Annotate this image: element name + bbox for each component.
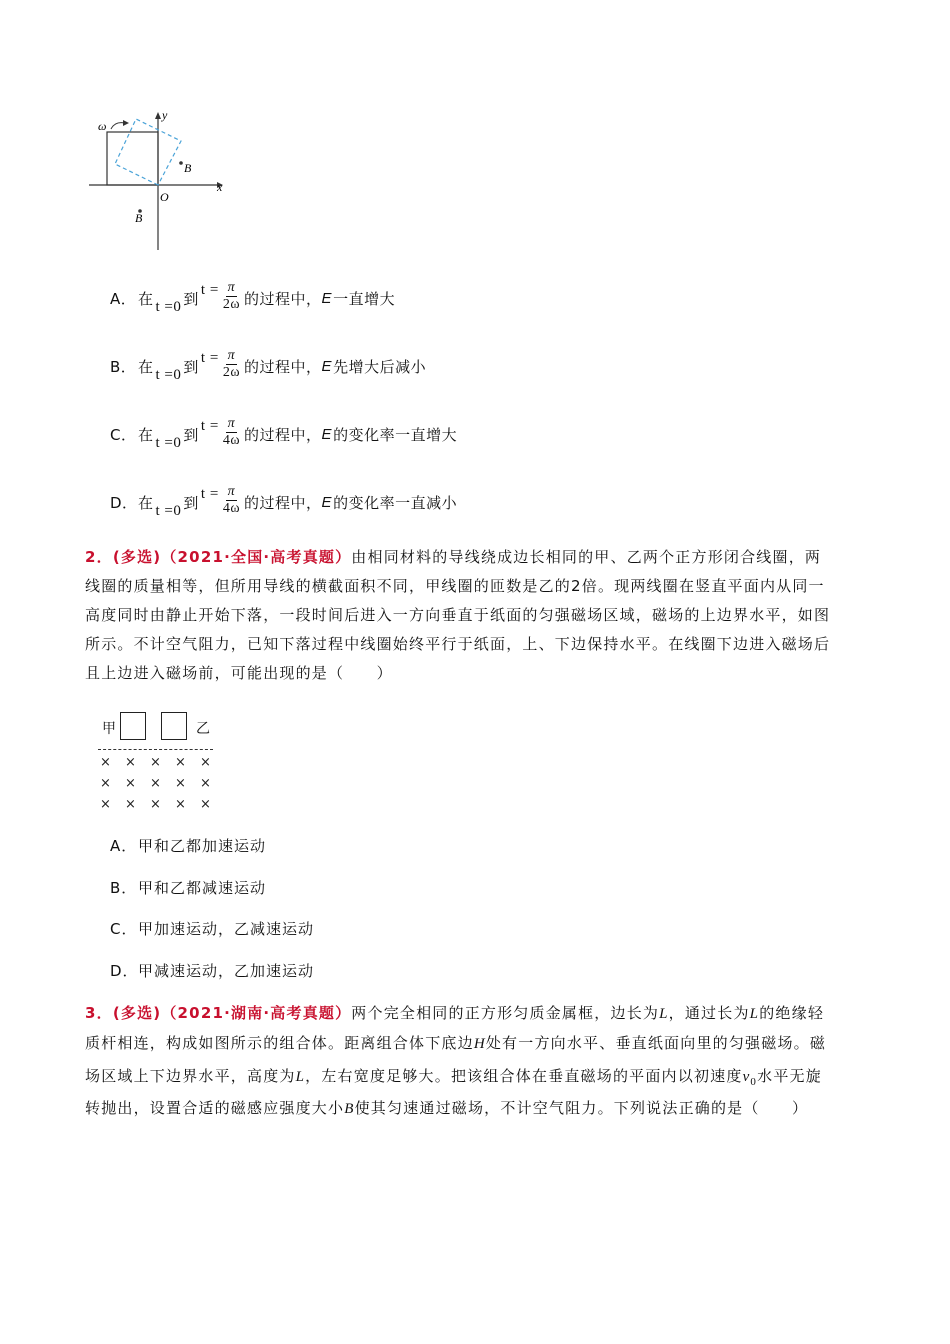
option-label: D． [110, 493, 138, 512]
q3-text: 两个完全相同的正方形匀质金属框，边长为 [351, 1004, 660, 1022]
fraction-denominator: 2ω [222, 296, 241, 312]
y-label: y [162, 108, 168, 122]
option-label: B． [110, 879, 138, 897]
option-label: A． [110, 837, 138, 855]
q2-line-1 [85, 543, 875, 571]
fraction-numerator: π [227, 415, 236, 431]
option-text: 的过程中， [244, 493, 322, 512]
q3-text: 转抛出，设置合适的磁感应强度大小 [85, 1099, 345, 1117]
fraction-denominator: 4ω [222, 500, 241, 516]
cross-mark: × [100, 797, 111, 812]
option-text: 的过程中， [244, 357, 322, 376]
q2-option-a[interactable] [110, 835, 266, 856]
point-b-upper [179, 161, 183, 165]
q3-line-1 [85, 999, 875, 1028]
fraction-numerator: π [227, 347, 236, 363]
symbol-b: B [344, 1101, 355, 1117]
q3-text: 的绝缘轻 [759, 1004, 825, 1022]
cross-mark: × [175, 755, 186, 770]
q3-text: 处有一方向水平、垂直纸面向里的匀强磁场。磁 [485, 1034, 827, 1052]
t-equals: t = [200, 349, 219, 366]
q1-option-b[interactable] [110, 346, 426, 386]
option-text: 在 [138, 425, 154, 444]
q3-heading: 3．(多选)（2021·湖南·高考真题） [85, 1004, 352, 1022]
option-label: C． [110, 920, 138, 938]
omega-label: ω [98, 119, 107, 133]
option-label: B． [110, 357, 137, 376]
original-square [107, 132, 158, 185]
symbol-e: E [321, 425, 333, 443]
cross-mark: × [175, 797, 186, 812]
label-jia: 甲 [102, 721, 116, 737]
figure-rotating-square [85, 105, 245, 255]
q3-line-2 [85, 1029, 875, 1058]
fraction [223, 280, 240, 313]
fraction [223, 348, 240, 381]
option-text: 在 [138, 289, 154, 308]
t-equals: t = [200, 485, 219, 502]
cross-mark: × [175, 776, 186, 791]
label-yi: 乙 [196, 721, 210, 737]
cross-mark: × [125, 755, 136, 770]
q2-option-b[interactable] [110, 877, 266, 898]
b-lower-label: B [135, 211, 143, 225]
q2-line-2: 线圈的质量相等，但所用导线的横截面积不同，甲线圈的匝数是乙的2倍。现两线圈在竖直平面内从同一 [85, 577, 825, 595]
origin-label: O [160, 190, 169, 204]
fraction [223, 416, 240, 449]
y-axis-arrow [155, 112, 161, 119]
q2-line-5: 且上边进入磁场前，可能出现的是（ ） [85, 664, 393, 682]
q2-line-3: 高度同时由静止开始下落，一段时间后进入一方向垂直于纸面的匀强磁场区域，磁场的上边界水平，如图 [85, 606, 831, 624]
q2-option-d[interactable] [110, 960, 314, 981]
field-crosses [98, 752, 218, 812]
b-upper-label: B [184, 161, 192, 175]
option-text: 甲加速运动，乙减速运动 [138, 920, 315, 938]
field-boundary [98, 749, 213, 750]
symbol-e: E [321, 289, 333, 307]
omega-arrow [111, 123, 125, 129]
q3-text: ，通过长为 [668, 1004, 750, 1022]
q3-text: ，左右宽度足够大。把该组合体在垂直磁场的平面内以初速度 [305, 1067, 743, 1085]
cross-mark: × [125, 797, 136, 812]
q3-text: 使其匀速通过磁场，不计空气阻力。下列说法正确的是（ ） [354, 1099, 809, 1117]
t-equals: t = [200, 281, 219, 298]
omega-arrowhead [123, 120, 129, 126]
q3-text: 水平无旋 [757, 1067, 822, 1085]
symbol-h: H [473, 1036, 486, 1052]
q2-line-4: 所示。不计空气阻力，已知下落过程中线圈始终平行于纸面，上、下边保持水平。在线圈下边进入磁场后 [85, 635, 831, 653]
figure-coils-magnetic-field [98, 710, 218, 810]
option-text: 先增大后减小 [333, 357, 427, 376]
q1-option-a[interactable] [110, 278, 395, 318]
option-text: 甲和乙都加速运动 [138, 837, 267, 855]
option-text: 甲和乙都减速运动 [138, 879, 267, 897]
option-label: D． [110, 962, 139, 980]
option-text: 到 [183, 493, 199, 512]
q3-text: 场区域上下边界水平，高度为 [85, 1067, 296, 1085]
cross-mark: × [125, 776, 136, 791]
option-text: 在 [138, 357, 154, 376]
option-text: 甲减速运动，乙加速运动 [138, 962, 315, 980]
q1-option-c[interactable] [110, 414, 457, 454]
t-equals: t = [200, 417, 219, 434]
x-label: x [217, 180, 223, 194]
t-zero: t =0 [155, 434, 182, 451]
cross-mark: × [150, 776, 161, 791]
q3-line-4 [85, 1094, 875, 1123]
cross-mark: × [200, 797, 211, 812]
symbol-l: L [659, 1006, 669, 1022]
fraction [223, 484, 240, 517]
option-text: 的变化率一直增大 [333, 425, 458, 444]
t-zero: t =0 [155, 298, 182, 315]
fraction-numerator: π [227, 279, 236, 295]
q2-option-c[interactable] [110, 918, 314, 939]
rotated-square [115, 119, 181, 185]
t-zero: t =0 [155, 366, 182, 383]
option-text: 的过程中， [244, 289, 322, 308]
fraction-numerator: π [227, 483, 236, 499]
q1-option-d[interactable] [110, 482, 457, 522]
cross-mark: × [200, 755, 211, 770]
q3-line-3 [85, 1062, 875, 1096]
t-zero: t =0 [155, 502, 182, 519]
cross-mark: × [200, 776, 211, 791]
coil-yi [161, 712, 187, 740]
coil-jia [120, 712, 146, 740]
cross-mark: × [100, 755, 111, 770]
fraction-denominator: 2ω [222, 364, 241, 380]
option-text: 一直增大 [333, 289, 396, 308]
symbol-l: L [749, 1006, 760, 1022]
q2-text: 由相同材料的导线绕成边长相同的甲、乙两个正方形闭合线圈，两 [351, 548, 822, 566]
q2-heading: 2．(多选)（2021·全国·高考真题） [85, 548, 352, 566]
symbol-v: v [742, 1069, 751, 1085]
fraction-denominator: 4ω [222, 432, 241, 448]
cross-mark: × [150, 755, 161, 770]
symbol-l: L [295, 1069, 306, 1085]
symbol-e: E [321, 357, 333, 375]
option-label: C． [110, 425, 137, 444]
option-text: 到 [183, 425, 199, 444]
symbol-e: E [321, 493, 333, 511]
option-text: 的过程中， [244, 425, 322, 444]
option-text: 到 [183, 289, 199, 308]
cross-mark: × [150, 797, 161, 812]
q3-text: 质杆相连，构成如图所示的组合体。距离组合体下底边 [85, 1034, 474, 1052]
option-label: A． [110, 289, 137, 308]
option-text: 在 [138, 493, 154, 512]
option-text: 到 [183, 357, 199, 376]
cross-mark: × [100, 776, 111, 791]
option-text: 的变化率一直减小 [333, 493, 458, 512]
subscript-zero: 0 [750, 1076, 758, 1088]
